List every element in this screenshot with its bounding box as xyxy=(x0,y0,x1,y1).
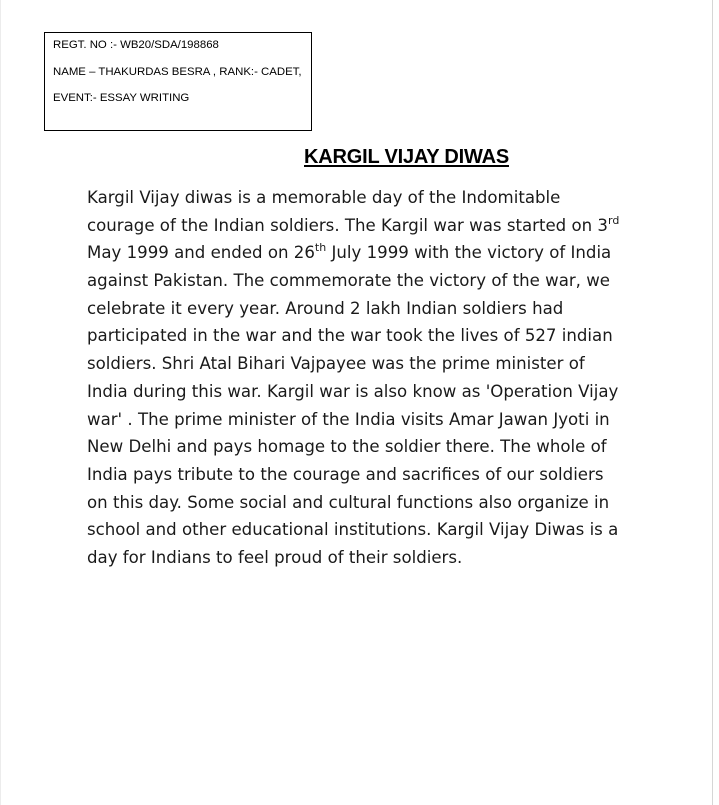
essay-body xyxy=(87,184,647,572)
essay-line-3 xyxy=(87,239,647,267)
essay-line-2 xyxy=(87,212,647,240)
ordinal-suffix-th: th xyxy=(314,241,327,255)
participant-name-rank: NAME – THAKURDAS BESRA , RANK:- CADET, xyxy=(53,65,302,78)
essay-line-2-text: courage of the Indian soldiers. The Kargil war was started on 3 xyxy=(87,215,608,235)
essay-line-1: Kargil Vijay diwas is a memorable day of the Indomitable xyxy=(87,188,561,207)
participant-info-box xyxy=(44,32,312,131)
page-right-edge xyxy=(712,0,713,805)
essay-line-11: India pays tribute to the courage and sacrifices of our soldiers xyxy=(87,464,604,484)
essay-line-13: school and other educational institutions. Kargil Vijay Diwas is a xyxy=(87,520,619,540)
essay-line-4: against Pakistan. The commemorate the victory of the war, we xyxy=(87,271,611,291)
essay-line-5: celebrate it every year. Around 2 lakh Indian soldiers had xyxy=(87,298,564,318)
essay-line-14: day for Indians to feel proud of their soldiers. xyxy=(87,547,463,567)
ordinal-suffix-rd: rd xyxy=(608,213,620,227)
essay-title: KARGIL VIJAY DIWAS xyxy=(304,146,509,168)
essay-line-3-text-end: July 1999 with the victory of India xyxy=(326,243,612,263)
essay-line-3-text-start: May 1999 and ended on 26 xyxy=(87,243,315,263)
page-left-edge xyxy=(0,0,1,805)
essay-line-7: soldiers. Shri Atal Bihari Vajpayee was the prime minister of xyxy=(87,354,585,374)
essay-line-6: participated in the war and the war took the lives of 527 indian xyxy=(87,326,613,346)
essay-line-9: war' . The prime minister of the India visits Amar Jawan Jyoti in xyxy=(87,409,610,429)
essay-line-8: India during this war. Kargil war is also know as 'Operation Vijay xyxy=(87,381,619,401)
essay-line-10: New Delhi and pays homage to the soldier there. The whole of xyxy=(87,437,607,457)
essay-line-12: on this day. Some social and cultural functions also organize in xyxy=(87,492,610,512)
registration-number: REGT. NO :- WB20/SDA/198868 xyxy=(53,39,219,51)
event-name: EVENT:- ESSAY WRITING xyxy=(53,92,190,104)
